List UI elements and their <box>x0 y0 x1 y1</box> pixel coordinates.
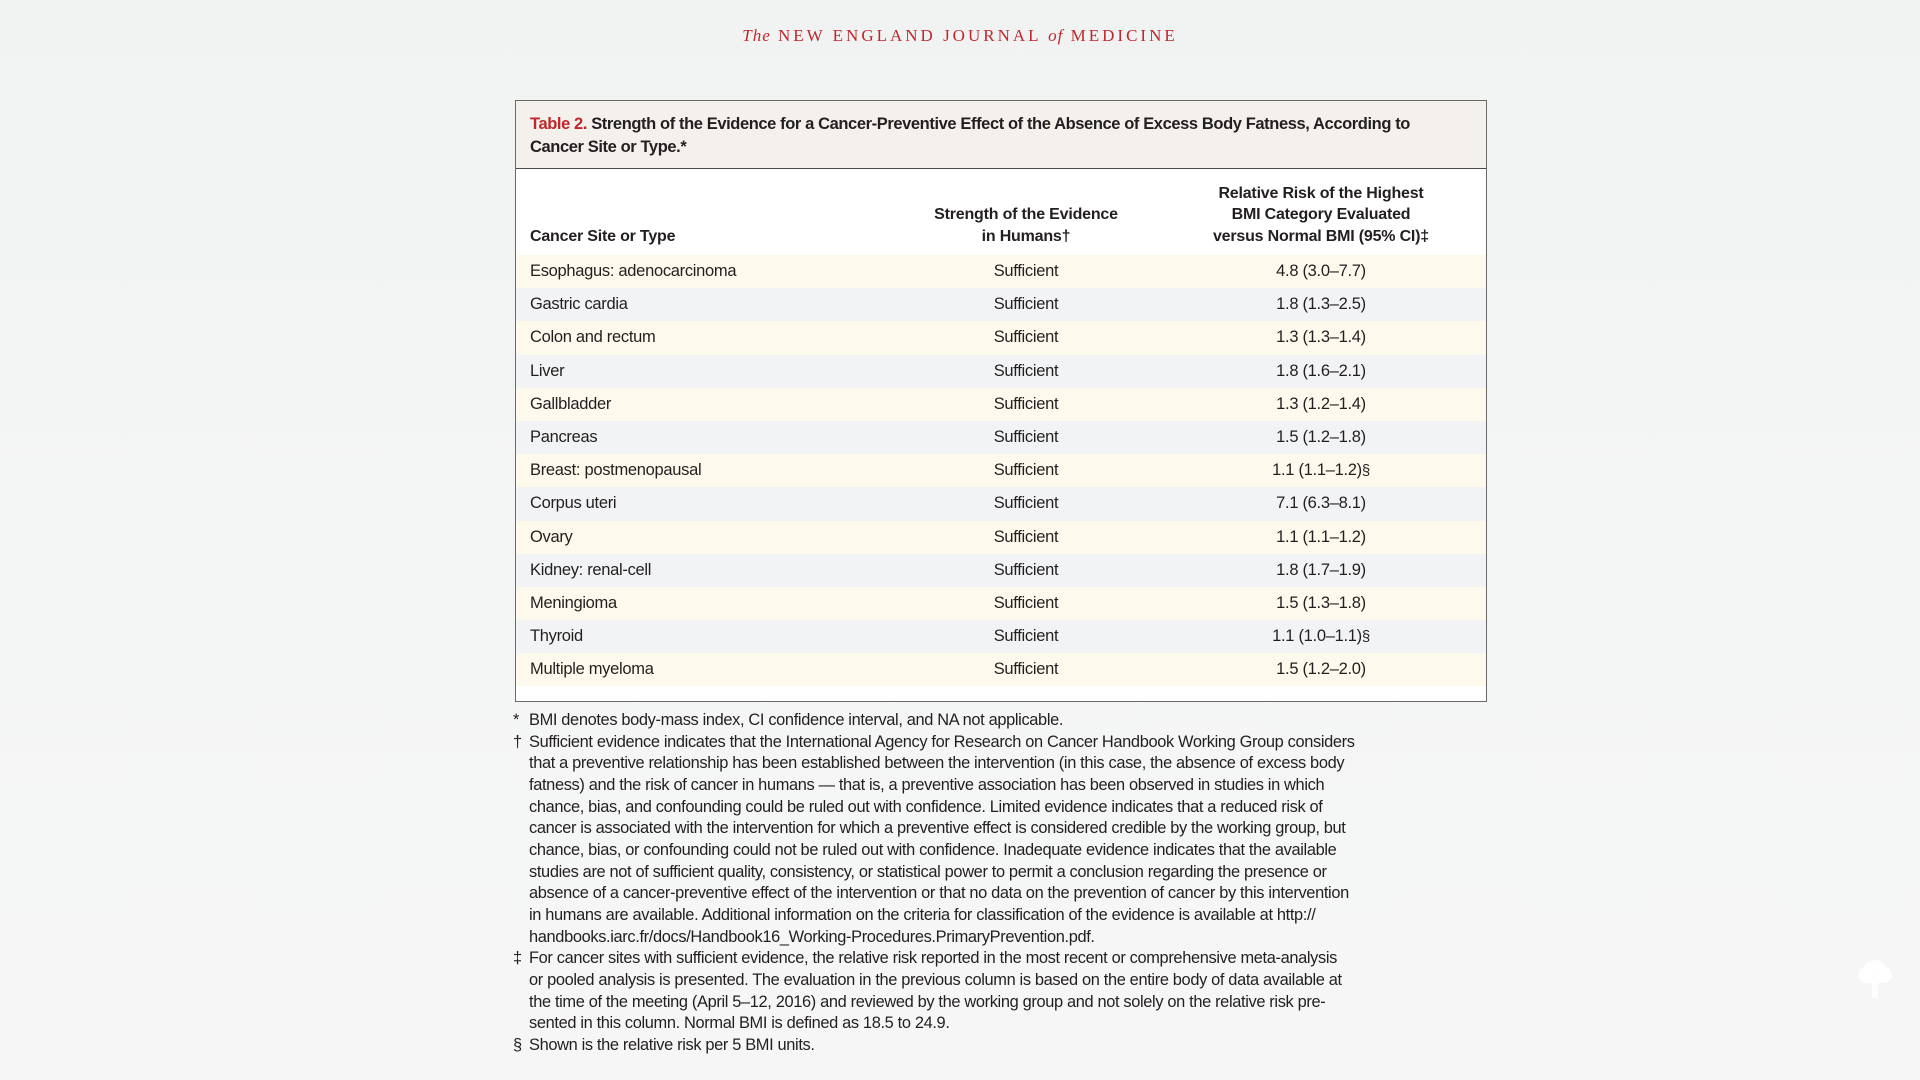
cell-evidence: Sufficient <box>993 328 1059 347</box>
header-relative-risk <box>1176 183 1466 248</box>
footnote-asterisk <box>513 710 1498 732</box>
cell-evidence: Sufficient <box>993 627 1059 646</box>
table-row <box>516 421 1486 454</box>
cell-evidence: Sufficient <box>993 427 1059 446</box>
footnote-symbol: § <box>513 1035 522 1054</box>
cell-evidence: Sufficient <box>993 295 1059 314</box>
table-row <box>516 288 1486 321</box>
footnote-link-line: handbooks.iarc.fr/docs/Handbook16_Working-Procedures.PrimaryPrevention.pdf. <box>529 927 1095 946</box>
cell-relative-risk <box>1176 620 1466 653</box>
cell-relative-risk <box>1176 321 1466 354</box>
journal-masthead <box>0 24 1920 48</box>
footnote-line: chance, bias, or confounding could not be ruled out with confidence. Inadequate evidence indicates that the available <box>529 840 1337 859</box>
cell-relative-risk <box>1176 521 1466 554</box>
cell-relative-risk <box>1176 388 1466 421</box>
table-row <box>516 554 1486 587</box>
footnote-double-dagger <box>513 948 1498 1035</box>
cell-site: Meningioma <box>530 593 617 612</box>
table-body <box>516 255 1486 686</box>
footnote-section <box>513 1035 1498 1057</box>
footnote-line: that a preventive relationship has been established between the intervention (in this case, the absence of excess body <box>529 754 1345 773</box>
footnote-line: For cancer sites with sufficient evidence, the relative risk reported in the most recent or comprehensive meta-analysis <box>529 949 1338 968</box>
evidence-table <box>515 100 1487 702</box>
footnote-line: fatness) and the risk of cancer in humans — that is, a preventive association has been observed in studies in which <box>529 775 1325 794</box>
table-row <box>516 454 1486 487</box>
footnote-line: absence of a cancer-preventive effect of the intervention or that no data on the prevention of cancer by this intervention <box>529 884 1349 903</box>
rr-value: 1.5 (1.2–1.8) <box>1276 427 1366 446</box>
cell-site: Ovary <box>530 527 573 546</box>
cell-site: Liver <box>530 361 565 380</box>
masthead-name-part1: NEW ENGLAND JOURNAL <box>778 26 1041 45</box>
table-row <box>516 620 1486 653</box>
footnote-dagger <box>513 732 1498 949</box>
cell-evidence: Sufficient <box>993 593 1059 612</box>
cell-site: Corpus uteri <box>530 494 617 513</box>
footnote-symbol: ‡ <box>513 949 522 968</box>
cell-relative-risk <box>1176 587 1466 620</box>
footnote-line: Sufficient evidence indicates that the International Agency for Research on Cancer Handbook Working Group considers <box>529 732 1355 751</box>
footnote-mark: § <box>1361 628 1370 646</box>
footnote-line: the time of the meeting (April 5–12, 2016) and reviewed by the working group and not solely on the relative risk pre- <box>529 992 1326 1011</box>
rr-value: 1.5 (1.3–1.8) <box>1276 593 1366 612</box>
rr-value: 1.8 (1.7–1.9) <box>1276 560 1366 579</box>
cell-evidence: Sufficient <box>993 494 1059 513</box>
cell-site: Colon and rectum <box>530 328 656 347</box>
cell-evidence: Sufficient <box>993 560 1059 579</box>
cell-relative-risk <box>1176 255 1466 288</box>
footnote-symbol: † <box>513 732 522 751</box>
footnote-line: BMI denotes body-mass index, CI confidence interval, and NA not applicable. <box>529 711 1064 729</box>
rr-value: 1.8 (1.6–2.1) <box>1276 361 1366 380</box>
cell-site: Pancreas <box>530 427 598 446</box>
table-caption-line2: Cancer Site or Type.* <box>530 138 687 156</box>
table-footnotes <box>513 710 1498 1057</box>
cell-relative-risk <box>1176 355 1466 388</box>
rr-value: 1.1 (1.0–1.1) <box>1272 627 1362 646</box>
footnote-line: chance, bias, and confounding could be ruled out with confidence. Limited evidence indicates that a reduced risk of <box>529 797 1323 816</box>
footnote-symbol: * <box>513 711 520 729</box>
footnote-line: sented in this column. Normal BMI is defined as 18.5 to 24.9. <box>529 1014 950 1033</box>
tree-watermark-icon <box>1855 958 1895 1002</box>
cell-relative-risk <box>1176 554 1466 587</box>
cell-site: Gastric cardia <box>530 295 628 314</box>
header-rr-line2: BMI Category Evaluated <box>1231 206 1411 223</box>
table-row <box>516 653 1486 686</box>
cell-relative-risk <box>1176 288 1466 321</box>
table-row <box>516 521 1486 554</box>
cell-site: Esophagus: adenocarcinoma <box>530 262 737 280</box>
footnote-line: studies are not of sufficient quality, consistency, or statistical power to permit a conclusion regarding the presence or <box>529 862 1327 881</box>
cell-relative-risk <box>1176 653 1466 686</box>
cell-site: Multiple myeloma <box>530 660 654 679</box>
rr-value: 4.8 (3.0–7.7) <box>1276 262 1366 280</box>
masthead-the: The <box>742 26 771 45</box>
table-row <box>516 255 1486 288</box>
header-strength-line2: in Humans† <box>981 227 1071 245</box>
footnote-mark: § <box>1361 462 1370 480</box>
cell-evidence: Sufficient <box>993 361 1059 380</box>
cell-evidence: Sufficient <box>993 262 1059 280</box>
header-cancer-site: Cancer Site or Type <box>530 227 676 245</box>
table-caption-line1 <box>530 113 1472 136</box>
table-label: Table 2. <box>530 115 588 133</box>
masthead-of: of <box>1048 26 1064 45</box>
rr-value: 1.1 (1.1–1.2) <box>1276 527 1366 546</box>
cell-relative-risk <box>1176 487 1466 520</box>
rr-value: 1.5 (1.2–2.0) <box>1276 660 1366 679</box>
rr-value: 1.3 (1.3–1.4) <box>1276 328 1366 347</box>
table-row <box>516 587 1486 620</box>
footnote-line: Shown is the relative risk per 5 BMI units. <box>529 1035 815 1054</box>
header-strength-of-evidence <box>896 204 1156 247</box>
header-rr-line1: Relative Risk of the Highest <box>1218 184 1424 202</box>
table-caption <box>516 101 1486 169</box>
header-strength-line1: Strength of the Evidence <box>934 206 1118 223</box>
table-header-row <box>516 169 1486 255</box>
cell-site: Thyroid <box>530 627 583 646</box>
cell-evidence: Sufficient <box>993 660 1059 679</box>
cell-evidence: Sufficient <box>993 527 1059 546</box>
cell-relative-risk <box>1176 454 1466 487</box>
rr-value: 1.3 (1.2–1.4) <box>1276 394 1366 413</box>
rr-value: 1.1 (1.1–1.2) <box>1272 461 1362 480</box>
rr-value: 1.8 (1.3–2.5) <box>1276 295 1366 314</box>
masthead-name-part2: MEDICINE <box>1070 26 1178 45</box>
cell-site: Kidney: renal-cell <box>530 560 652 579</box>
table-row <box>516 321 1486 354</box>
table-row <box>516 355 1486 388</box>
footnote-line: or pooled analysis is presented. The evaluation in the previous column is based on the entire body of data available at <box>529 970 1342 989</box>
footnote-line: cancer is associated with the intervention for which a preventive effect is considered credible by the working group, but <box>529 819 1346 838</box>
cell-relative-risk <box>1176 421 1466 454</box>
cell-evidence: Sufficient <box>993 394 1059 413</box>
cell-site: Breast: postmenopausal <box>530 461 702 480</box>
header-rr-line3: versus Normal BMI (95% CI)‡ <box>1212 227 1429 245</box>
rr-value: 7.1 (6.3–8.1) <box>1276 494 1366 513</box>
table-row <box>516 487 1486 520</box>
table-row <box>516 388 1486 421</box>
cell-site: Gallbladder <box>530 394 612 413</box>
footnote-line: in humans are available. Additional information on the criteria for classification of the evidence is available at http:// <box>529 905 1316 924</box>
cell-evidence: Sufficient <box>993 461 1059 480</box>
table-title-text: Strength of the Evidence for a Cancer-Preventive Effect of the Absence of Excess Body Fatness, According to <box>591 115 1410 133</box>
